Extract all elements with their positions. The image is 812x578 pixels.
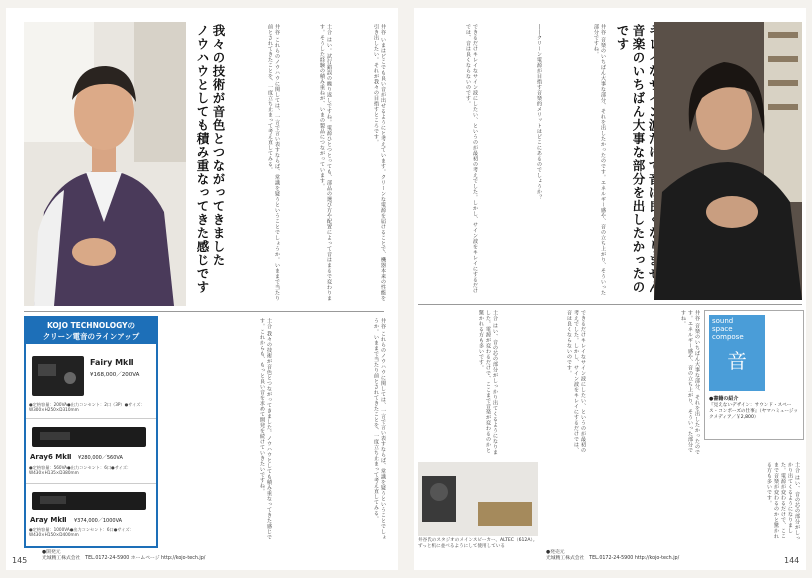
product-name: Fairy MkⅡ bbox=[90, 358, 134, 367]
left-body-column-1: 井谷 これらのノウハウに関しては、一言で言い表すならば、常識を疑うということでしょうか。いままで当たり前とされてきたことを、一度立ち止まって考え直してみる。 bbox=[267, 24, 280, 301]
right-divider bbox=[418, 304, 802, 305]
left-body-column-3: 井谷 いまはどこでも良い音が出せるようにと考えています。クリーンな電源を届けることで、機器本来の性能を引き出したい。それが我々の目指すところです。 bbox=[373, 24, 386, 301]
left-divider bbox=[24, 311, 384, 312]
power-conditioner-image bbox=[30, 423, 148, 449]
right-body-column-4: 土合 はい、音の芯の部分がしっかり出てくるようになりました。電源が変わるだけで、ここまで音楽が変わるのかと驚かれる方も多いです。 bbox=[478, 310, 498, 455]
power-conditioner-image bbox=[30, 350, 86, 400]
footer-line: ●開発元 bbox=[42, 550, 61, 555]
product-item bbox=[26, 344, 156, 419]
cover-line: compose bbox=[712, 333, 744, 341]
cover-line: sound bbox=[712, 317, 734, 325]
right-headline-line-2: 音楽のいちばん大事な部分を出したかったのです bbox=[615, 24, 646, 294]
product-spec: ●定格容量：200VA●出力コンセント：2口（3P）●サイズ：W300×H250×D310mm bbox=[29, 402, 145, 412]
ad-header bbox=[26, 318, 156, 344]
left-body-column-4: 土合 我々の技術が音色とつながってきました。ノウハウとしても積み重なってきた感じです。これからも、もっと良い音を求めて開発を続けていきたいですね。 bbox=[259, 318, 272, 540]
left-page bbox=[6, 8, 398, 570]
product-item bbox=[26, 484, 156, 544]
left-body-column-5: 井谷 これらのノウハウに関しては、一言で言い表すならば、常識を疑うということでしょうか。いままで当たり前とされてきたことを、一度立ち止まって考え直してみる。 bbox=[373, 318, 386, 540]
right-footer bbox=[546, 550, 766, 562]
ad-title-line-1: KOJO TECHNOLOGYの bbox=[46, 321, 136, 330]
portrait-illustration-left bbox=[24, 22, 186, 306]
left-headline-line-1: 我々の技術が音色とつながってきました bbox=[211, 24, 226, 267]
right-body-column-5: できるだけキレイなサイン波にしたい、というのが最初の考えでした。しかし、サイン波をキレイにするだけでは、音は良くならないのです。 bbox=[566, 310, 586, 453]
right-body-column-1: できるだけキレイなサイン波にしたい、というのが最初の考えでした。しかし、サイン波をキレイにするだけでは、音は良くならないのです。 bbox=[465, 24, 478, 294]
product-spec: ●定格容量：560VA●出力コンセント：6口●サイズ：W430×H135×D380mm bbox=[29, 465, 132, 475]
cover-line: space bbox=[712, 325, 733, 333]
product-name: Aray MkⅡ bbox=[30, 516, 67, 524]
book-caption: 『見えないデザイン：サウンド・スペース・コンポーズの仕事』（ヤマハミュージックメディア／￥2,800） bbox=[709, 403, 799, 420]
left-headline bbox=[194, 24, 226, 304]
portrait-photo-left bbox=[24, 22, 186, 306]
product-price: ¥280,000／560VA bbox=[78, 455, 123, 461]
left-body-column-2: 土合 はい。試行錯誤の繰り返しですね。電源ひとつとっても、部品の選び方や配置によって音はまるで変わります。そうした経験の積み重ねが、いまの製品につながっています。 bbox=[319, 24, 332, 301]
page-number-right: 144 bbox=[784, 556, 800, 565]
power-conditioner-image bbox=[30, 488, 148, 512]
cover-kanji: 音 bbox=[727, 349, 747, 373]
left-headline-line-2: ノウハウとしても積み重なってきた感じです bbox=[195, 24, 210, 294]
footer-line: ●発売元 bbox=[546, 550, 565, 555]
right-page bbox=[414, 8, 806, 570]
portrait-illustration-right bbox=[654, 22, 802, 300]
book-caption-title: ●書籍の紹介 bbox=[709, 396, 739, 402]
speaker-illustration bbox=[418, 462, 538, 536]
right-body-column-3: 井谷 音楽のいちばん大事な部分、それを出したかったのです。エネルギー感や、音の立ち上がり、そういった部分ですね。 bbox=[593, 24, 606, 296]
portrait-photo-right bbox=[654, 22, 802, 300]
page-number-left: 145 bbox=[12, 556, 28, 565]
product-name: Aray6 MkⅡ bbox=[30, 453, 72, 461]
book-cover bbox=[709, 315, 765, 391]
footer-line: 光城精工株式会社 TEL.0172-24-5900 ホームページ http://kojo-tech.jp/ bbox=[42, 556, 206, 561]
ad-title-line-2: クリーン電音のラインアップ bbox=[42, 332, 140, 341]
product-item bbox=[26, 419, 156, 484]
footer-line: 光城精工株式会社 TEL.0172-24-5900 http://kojo-tech.jp/ bbox=[546, 556, 680, 561]
product-ad-box bbox=[24, 316, 158, 548]
speaker-photo bbox=[418, 462, 538, 536]
product-spec: ●定格容量：1000VA●出力コンセント：6口●サイズ：W430×H150×D400mm bbox=[29, 527, 134, 537]
left-footer bbox=[42, 550, 382, 562]
speaker-caption: 井谷氏のスタジオのメインスピーカー、ALTEC（612A）。ずっと机に並べるようにして使用している bbox=[418, 538, 538, 549]
right-body-column-2: ――クリーン電源が目指す音楽的メリットはどこにあるのでしょうか？ bbox=[536, 24, 542, 200]
right-body-column-6: 井谷 音楽のいちばん大事な部分、それを出したかったのです。エネルギー感や、音の立ち上がり、そういった部分ですね。 bbox=[680, 310, 700, 455]
book-info-box bbox=[704, 310, 804, 440]
product-price: ¥168,000／200VA bbox=[90, 372, 140, 378]
right-body-column-7: 土合 はい、音の芯の部分がしっかり出てくるようになりました。電源が変わるだけで、ここまで音楽が変わるのかと驚かれる方も多いです。 bbox=[766, 462, 800, 541]
product-price: ¥374,000／1000VA bbox=[74, 518, 123, 524]
